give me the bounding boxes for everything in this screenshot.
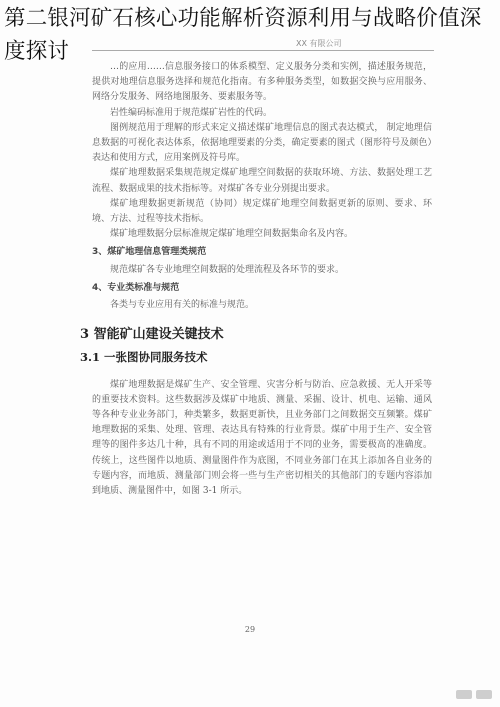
paragraph: 煤矿地理数据采集规范规定煤矿地理空间数据的获取环境、方法、数据处理工艺流程、数据成果的技术指标等。对煤矿各专业分别提出要求。 — [92, 168, 432, 194]
paragraph: 各类与专业应用有关的标准与规范。 — [110, 300, 255, 311]
paragraph: 煤矿地理数据更新规范（协同）规定煤矿地理空间数据更新的原则、要求、环境、方法、过程等技术指标。 — [92, 198, 432, 225]
overlay-title: 第二银河矿石核心功能解析资源利用与战略价值深度探讨 — [4, 6, 482, 64]
watermark-block — [476, 690, 492, 699]
watermark-logo — [432, 687, 492, 701]
paragraph: 规范煤矿各专业地理空间数据的处理流程及各环节的要求。 — [110, 264, 345, 275]
running-header: XX 有限公司 — [296, 39, 342, 48]
chapter-heading: 3 智能矿山建设关键技术 — [80, 327, 224, 343]
paragraph: 图例规范用于理解的形式来定义描述煤矿地理信息的图式表达模式， 制定地理信息数据的可视化表达体系，依据地理要素的分类，确定要素的图式（图形符号及颜色）表达和使用方式，应用案例及符号库。 — [92, 122, 432, 164]
subsection-title: 3、煤矿地理信息管理类规范 — [92, 247, 207, 258]
page-number: 29 — [244, 625, 256, 634]
subsection-title: 4、专业类标准与规范 — [92, 282, 180, 293]
document-body — [80, 60, 432, 499]
paragraph: …的应用……信息服务接口的体系模型、定义服务分类和实例，描述服务规范，提供对地理信息服务选择和规范化指南。有多种服务类型，如数据交换与应用服务、网络分发服务、网络地图服务、要素服务等。 — [92, 62, 432, 103]
paragraph: 岩性编码标准用于规范煤矿岩性的代码。 — [110, 107, 273, 118]
section-heading: 3.1 一张图协同服务技术 — [80, 350, 208, 365]
watermark-block — [456, 690, 472, 699]
paragraph: 煤矿地理数据是煤矿生产、安全管理、灾害分析与防治、应急救援、无人开采等的重要技术资料。这些数据涉及煤矿中地质、测量、采掘、设计、机电、运输、通风等各种专业业务部门，种类繁多，数据更新快，且业务部门之间数据交互频繁。煤矿地理数据的采集、处理、管理、表达具有特殊的行业背景。煤矿中用于生产、安全管理等的图件多达几十种，具有不同的用途或适用于不同的业务，需要极高的准确度。传统上，这些图件以地质、测量图件作为底图，不同业务部门在其上添加各自业务的专题内容，而地质、测量部门则会将一些与生产密切相关的其他部门的专题内容添加到地质、测量图件中，如图 3-1 所示。 — [92, 379, 432, 497]
paragraph: 煤矿地理数据分层标准规定煤矿地理空间数据集命名及内容。 — [110, 229, 354, 240]
